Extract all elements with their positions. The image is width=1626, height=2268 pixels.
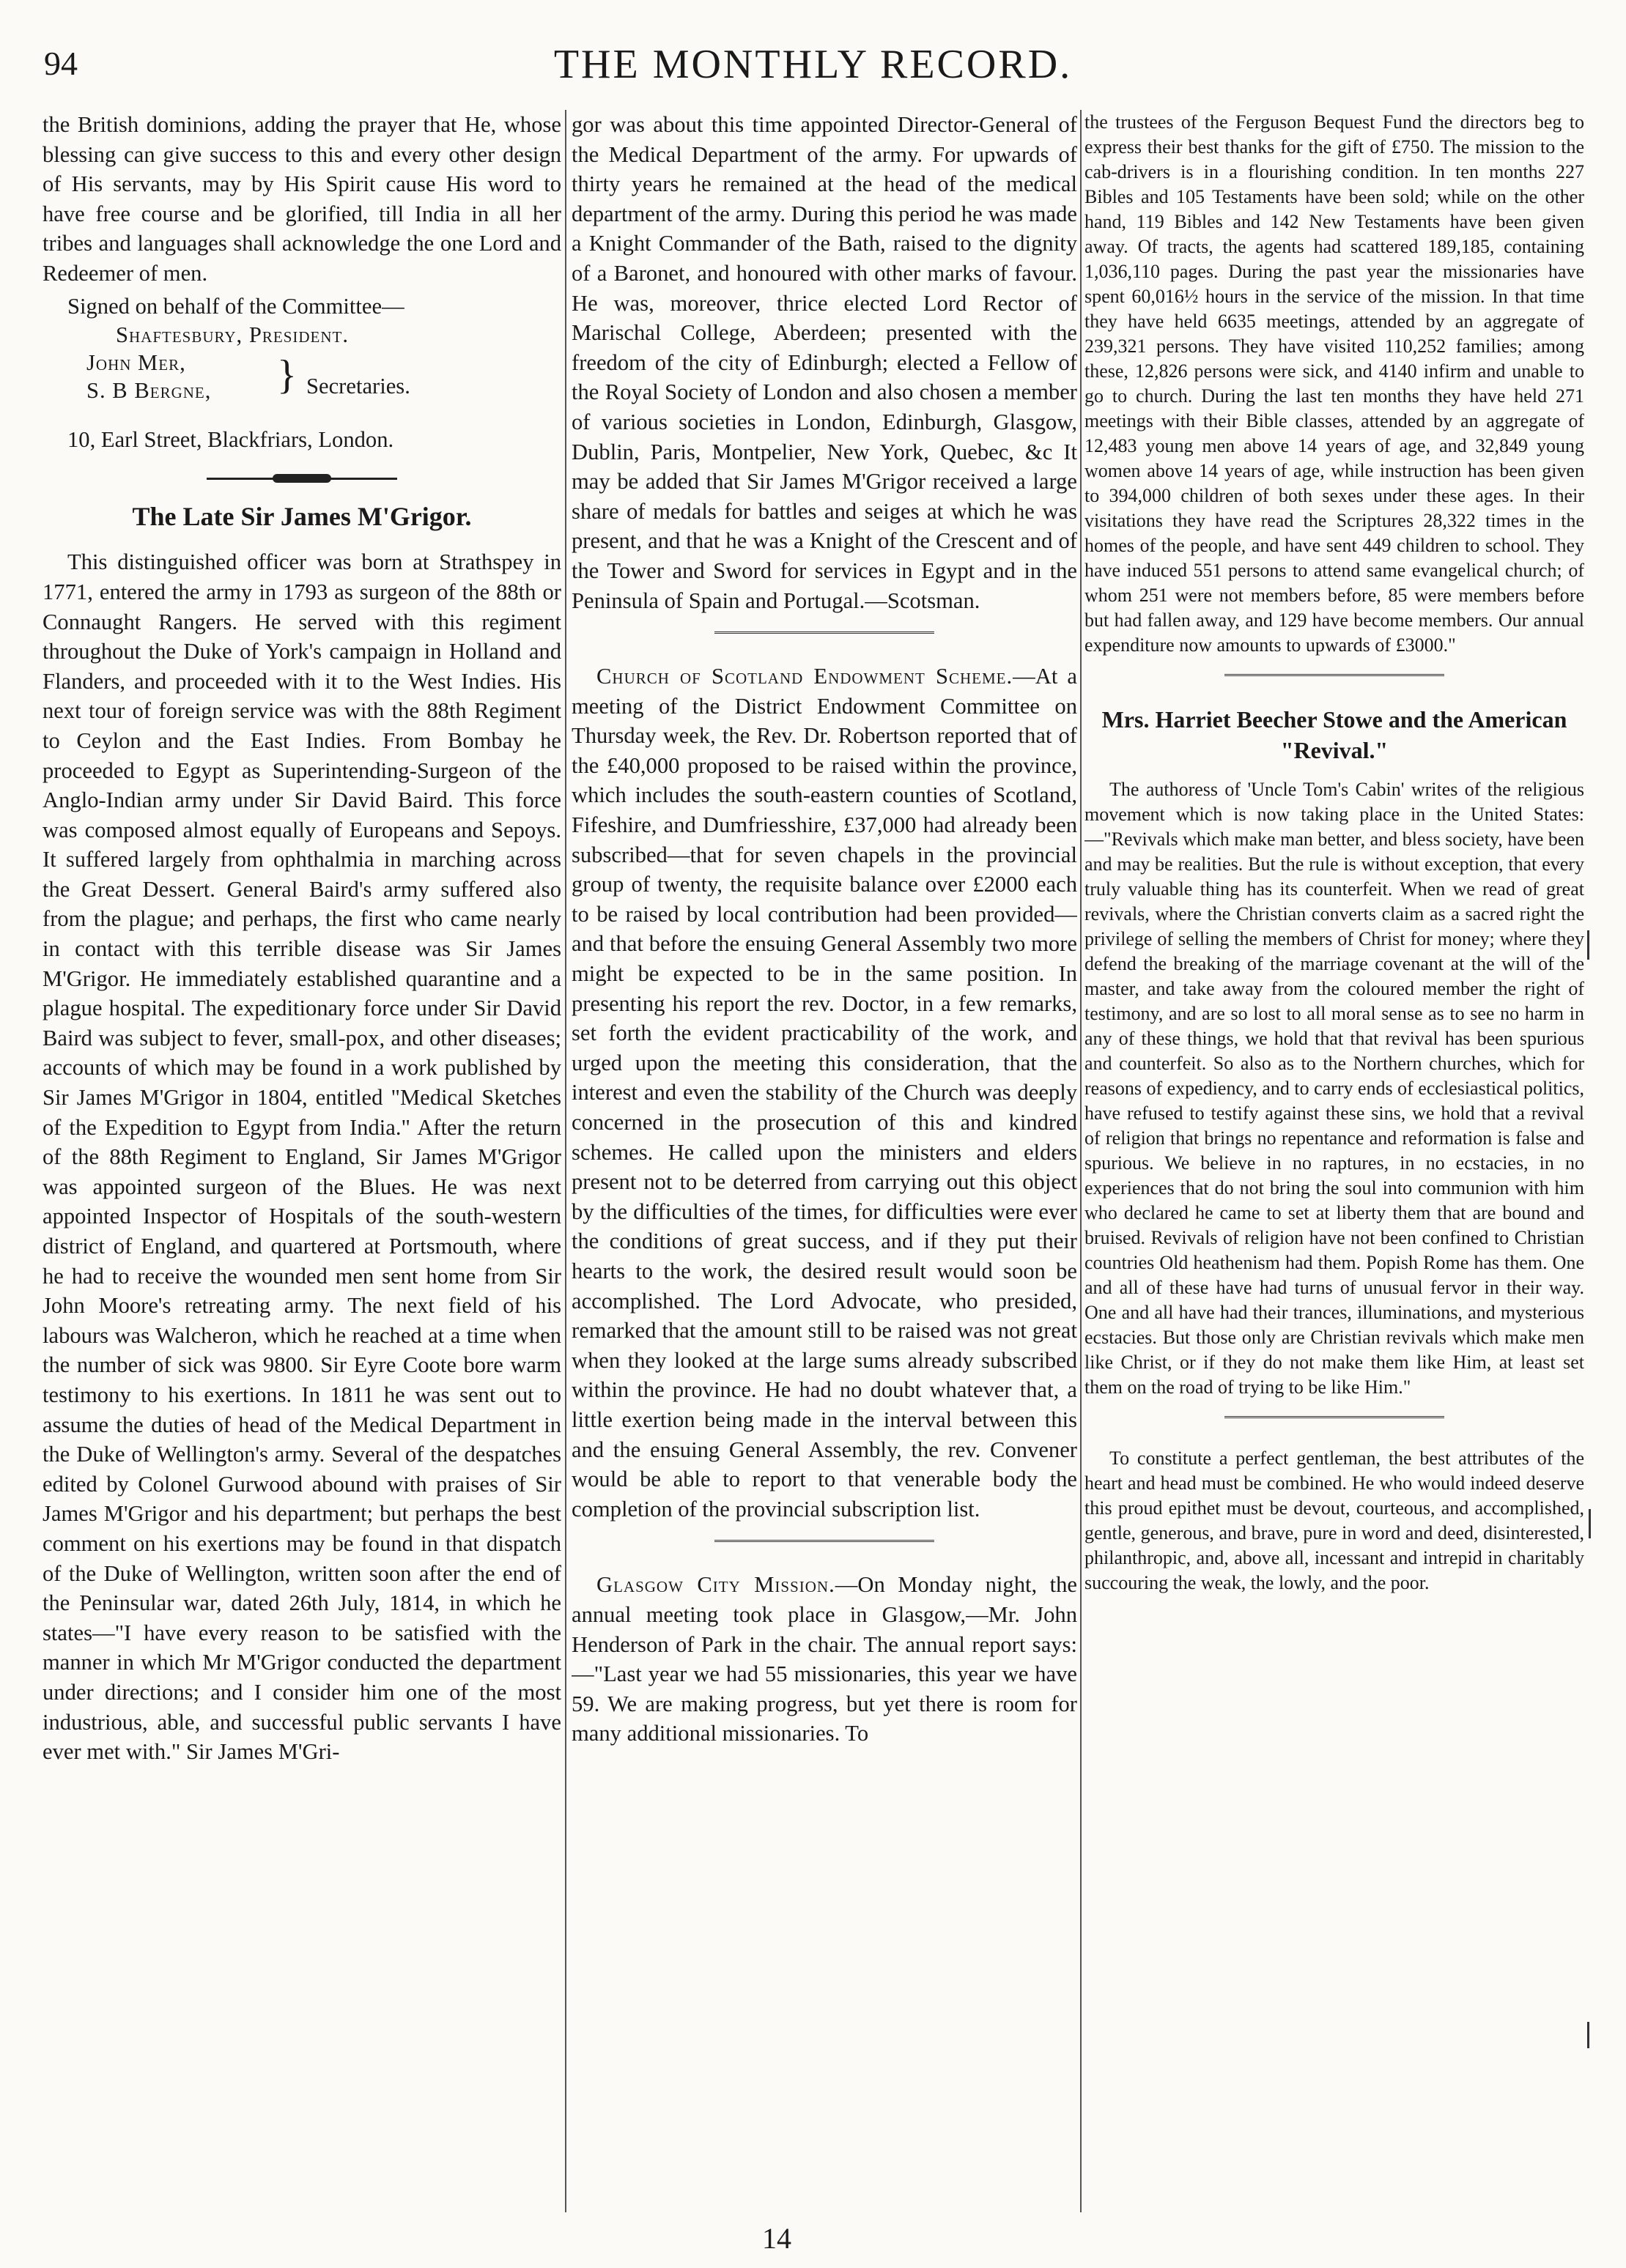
- signatory-president: Shaftesbury, President.: [116, 322, 349, 348]
- mgrigor-continuation: gor was about this time appointed Director-General of the Medical Department of the army. For upwards of thirty years he remained at the head of the medical department of the army. During this period he was made a Knight Commander of the Bath, raised to the dignity of a Baronet, and honoured with other marks of favour. He was, moreover, thrice elected Lord Rector of Marischal College, Aberdeen; presented with the freedom of the city of Edinburgh; elected a Fellow of the Royal Society of London and also chosen a member of various societies in London, Edinburgh, Glasgow, Dublin, Paris, Montpelier, New York, Quebec, &c It may be added that Sir James M'Grigor received a large share of medals for battles and seiges at which he was present, and that he was a Knight of the Crescent and of the Tower and Sword for services in Egypt and in the Peninsula of Spain and Portugal.—Scotsman.: [572, 112, 1077, 613]
- page-number: 94: [44, 45, 78, 82]
- page-header: [44, 38, 1582, 97]
- margin-mark: [1587, 930, 1589, 960]
- article-title-mgrigor: The Late Sir James M'Grigor.: [132, 501, 472, 531]
- church-endowment-heading: Church of Scotland Endowment Scheme.: [596, 664, 1013, 689]
- signature-number: 14: [762, 2222, 791, 2255]
- gentleman-paragraph: To constitute a perfect gentleman, the best attributes of the heart and head must be combined. He who would indeed deserve this proud epithet must be devout, courteous, and accomplished, gentle, generous, and brave, pure in word and deed, disinterested, philanthropic, and, above all, incessant and intrepid in charitably succouring the weak, the lowly, and the poor.: [1084, 1448, 1584, 1593]
- committee-address: 10, Earl Street, Blackfriars, London.: [67, 427, 394, 453]
- column-rule: [1080, 110, 1082, 2212]
- glasgow-mission-article: [572, 1570, 1077, 1749]
- publication-title: THE MONTHLY RECORD.: [553, 42, 1073, 87]
- column-left: [43, 110, 561, 2205]
- margin-mark: [1589, 1509, 1591, 1538]
- article-body-mgrigor: This distinguished officer was born at Strathspey in 1771, entered the army in 1793 as surgeon of the 88th or Connaught Rangers. He served with this regiment throughout the Duke of York's campaign in Holland and Flanders, and proceeded with it to the West Indies. His next tour of foreign service was with the 88th Regiment to Ceylon and the East Indies. From Bombay he proceeded to Egypt as Superintending-Surgeon of the Anglo-Indian army under Sir David Baird. This force was composed almost equally of Europeans and Sepoys. It suffered largely from ophthalmia in marching across the Great Dessert. General Baird's army suffered also from the plague; and perhaps, the first who came nearly in contact with this terrible disease was Sir James M'Grigor. He immediately established quarantine and a plague hospital. The expeditionary force under Sir David Baird was subject to fever, small-pox, and other diseases; accounts of which may be found in a work published by Sir James M'Grigor in 1804, entitled "Medical Sketches of the Expedition to Egypt from India." After the return of the 88th Regiment to England, Sir James M'Grigor was appointed surgeon of the Blues. He was next appointed Inspector of Hospitals of the south-western district of England, and quartered at Portsmouth, where he had to receive the wounded men sent home from Sir John Moore's retreating army. The next field of his labours was Walcheron, which he reached at a time when the number of sick was 9800. Sir Eyre Coote bore warm testimony to his exertions. In 1811 he was sent out to assume the duties of head of the Medical Department in the Duke of Wellington's army. Several of the despatches edited by Colonel Gurwood abound with praises of Sir James M'Grigor and his department; but perhaps the best comment on his exertions may be found in that dispatch of the Duke of Wellington, written soon after the end of the Peninsular war, dated 26th July, 1814, in which he states—"I have every reason to be satisfied with the manner in which Mr M'Grigor conducted the department under directions; and I consider him one of the most industrious, able, and successful public servants I have ever met with." Sir James M'Gri-: [43, 549, 561, 1765]
- section-divider: [714, 1540, 934, 1554]
- church-endowment-text: —At a meeting of the District Endowment Committee on Thursday week, the Rev. Dr. Robertson reported that of the £40,000 proposed to be raised within the province, which includes the south-eastern counties of Scotland, Fifeshire, and Dumfriesshire, £37,000 had already been subscribed—that for seven chapels in the provincial group of twenty, the requisite balance over £2000 each to be raised by local contribution had been provided—and that before the ensuing General Assembly two more might be expected to be in the same position. In presenting his report the rev. Doctor, in a few remarks, set forth the evident practicability of the work, and urged upon the meeting this consideration, that the interest and even the stability of the Church was deeply concerned in the prosecution of this and kindred schemes. He called upon the ministers and elders present not to be deterred from carrying out this object by the difficulties of the times, for difficulties were ever the conditions of great success, and if they put their hearts to the work, the desired result would soon be accomplished. The Lord Advocate, who presided, remarked that the amount still to be raised was not great when they looked at the large sums already subscribed within the province. He had no doubt whatever that, a little exertion being made in the interval between this and the ensuing General Assembly, the rev. Convener would be able to report to that venerable body the completion of the provincial subscription list.: [572, 664, 1077, 1522]
- glasgow-mission-continuation: the trustees of the Ferguson Bequest Fund the directors beg to express their best thanks for the gift of £750. The mission to the cab-drivers is in a flourishing condition. In ten months 227 Bibles and 105 Testaments have been sold; while on the other hand, 119 Bibles and 142 New Testaments have been given away. Of tracts, the agents had scattered 189,185, containing 1,036,110 pages. During the past year the missionaries have spent 60,016½ hours in the service of the mission. In that time they have held 6635 meetings, attended by an aggregate of 239,321 persons. They have visited 110,252 families; among these, 12,826 persons were sick, and 4140 infirm and unable to go to church. During the last ten months they have held 271 meetings with their Bible classes, attended by an aggregate of 12,483 young men above 14 years of age, and 32,849 young women above 14 years of age, while instruction has been given to 394,000 children of both sexes under these ages. In their visitations they have read the Scriptures 28,322 times in the homes of the people, and have sent 449 children to school. They have induced 551 persons to attend same evangelical church; of whom 251 were not members before, 85 were members before but had fallen away, and 129 have become members. Our annual expenditure now amounts to upwards of £3000.": [1084, 111, 1584, 656]
- column-rule: [565, 110, 566, 2212]
- article-title-stowe: Mrs. Harriet Beecher Stowe and the American "Revival.": [1101, 706, 1567, 763]
- committee-appeal-ending: the British dominions, adding the prayer that He, whose blessing can give success to this and every other design of His servants, may by His Spirit cause His word to have free course and be glorified, till India in all her tribes and languages shall acknowledge the one Lord and Redeemer of men.: [43, 112, 561, 286]
- article-body-stowe: The authoress of 'Uncle Tom's Cabin' writes of the religious movement which is now taking place in the United States:—"Revivals which make man better, and bless society, have been and may be realities. But the rule is without exception, that every truly valuable thing has its counterfeit. When we read of great revivals, where the Christian converts claim as a sacred right the privilege of selling the members of Christ for money; where they defend the breaking of the marriage covenant at the will of the master, and take away from the coloured member the right of testimony, and are so lost to all moral sense as to see no harm in any of these things, we hold that that revival has been spurious and counterfeit. So also as to the Northern churches, which for reasons of expediency, and to carry ends of ecclesiastical politics, have refused to testify against these sins, we hold that a revival of religion that brings no repentance and reformation is false and spurious. We believe in no raptures, in no ecstacies, in no experiences that do not bring the soul into communion with him who declared he came to set at liberty them that are bound and bruised. Revivals of religion have not been confined to Christian countries Old heathenism had them. Popish Rome has them. One and all of these have had turns of unusual fervor in their way. One and all have had their trances, illuminations, and mysterious ecstacies. But those only are Christian revivals which make men like Christ, or if they do not make them like Him, at least set them on the road of trying to be like Him.": [1084, 779, 1584, 1398]
- glasgow-mission-heading: Glasgow City Mission.: [596, 1572, 835, 1598]
- signature-block: [86, 321, 561, 404]
- church-endowment-article: [572, 662, 1077, 1524]
- column-right: [1084, 110, 1584, 2205]
- section-divider: [1224, 1416, 1444, 1430]
- margin-mark: [1587, 2022, 1589, 2048]
- signatory-bergne: S. B Bergne,: [86, 378, 212, 404]
- brace-glyph: }: [277, 352, 297, 399]
- signatory-mer: John Mer,: [86, 350, 186, 376]
- signed-line: Signed on behalf of the Committee—: [67, 293, 404, 319]
- glasgow-mission-text: —On Monday night, the annual meeting took place in Glasgow,—Mr. John Henderson of Park in the chair. The annual report says:—"Last year we had 55 missionaries, this year we have 59. We are making progress, but yet there is room for many additional missionaries. To: [572, 1572, 1077, 1746]
- signatory-role: Secretaries.: [306, 374, 410, 399]
- section-divider: [714, 631, 934, 645]
- ornamental-divider: [207, 471, 397, 486]
- section-divider: [1224, 674, 1444, 688]
- column-middle: [572, 110, 1077, 2205]
